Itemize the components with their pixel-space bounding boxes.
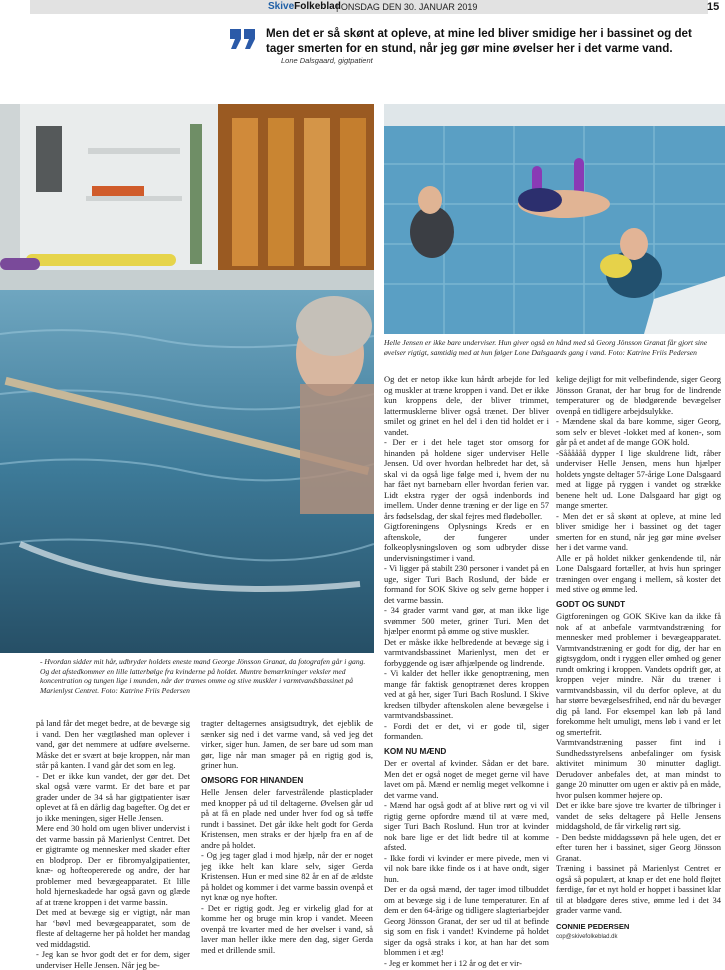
pool-exercise-photo-icon bbox=[384, 104, 725, 334]
paragraph: Gigtforeningen og GOK SKive kan da ikke få nok af at anbefale varmtvandstræning for mennesker med problemer i bevægeapparatet. Varmtvandstræning er godt for dig, der har en gigtsygdom, ondt i ryggen eller ømhed og gener rundt omkring i kroppen. Vandets opdrift gør, at kroppen vejer mindre. Når du træner i varmtvandsbassin, vil du derfor opleve, at du har større bevægelsesfrihed, end når du bevæger dig på land. For eksempel kan løb på land forekomme helt umuligt, mens løb i vand er let og smertefrit. bbox=[556, 611, 721, 737]
article-column-2 bbox=[201, 718, 373, 970]
author-email-link[interactable]: cop@skivefolkeblad.dk bbox=[556, 934, 618, 940]
article-column-4 bbox=[556, 374, 721, 970]
paragraph: - Mænd har også godt af at blive rørt og vi vil rigtig gerne opfordre mænd til at være med, siger Turi Bach Roslund. Hun tror at kvinder nok bare lige er det lidt bedre til at komme afsted. bbox=[384, 800, 549, 852]
paragraph: - Der er i det hele taget stor omsorg for hinanden på holdene siger underviser Helle Jensen. Ud over hvordan helbredet har det, så skal vi da også lige følge med i, hvem der nu har fået nyt barnebarn eller hvordan ferien var. Lidt ekstra ryger der også indenbords ind imellem. Under denne træning er der lige en 57 års fødselsdag, der skal fejres med flødeboller. bbox=[384, 437, 549, 521]
paragraph: - Og jeg tager glad i mod hjælp, når der er noget jeg ikke helt kan klare selv, siger Gerda Kristensen. Hun er med sine 82 år en af de ældste på holdet og kommer i det varme bassin ovenpå et nyt knæ og nye hofter. bbox=[201, 850, 373, 902]
paragraph: Det er ikke bare sjove tre kvarter de tilbringer i vandet de seks deltagere på Helle Jensens middagshold, de får virkelig rørt sig. bbox=[556, 800, 721, 831]
paragraph: på land får det meget bedre, at de bevæge sig i vand. Den her vægtløshed man oplever i vand, gør det nemmere at udføre øvelserne. Måske det er svært at bøje kroppen, når man står på kanten. I vand går det som en leg. bbox=[36, 718, 190, 770]
quote-mark-icon bbox=[229, 27, 257, 51]
paragraph: Helle Jensen deler farvestrålende plasticplader med knopper på ud til deltagerne. Øvelsen går ud på at få en plade ned under hver fod og så tøffe rundt i bassinet. Det går ikke helt godt for Gerda Kristensen, men straks er der hjælp fra en af de andre på holdet. bbox=[201, 787, 373, 850]
paragraph: - Mændene skal da bare komme, siger Georg, som selv er blevet -lokket med af konen-, som går på et andet af de mange GOK hold. bbox=[556, 416, 721, 447]
paragraph: - Jeg er kommet her i 12 år og det er vir- bbox=[384, 957, 522, 968]
article-column-1 bbox=[36, 718, 190, 970]
paragraph: - Men det er så skønt at opleve, at mine led bliver smidige her i bassinet og det tager smerten for en stund, når jeg gør mine øvelser her i det varme vand. bbox=[556, 510, 721, 552]
paragraph: Varmtvandstræning passer fint ind i Sundhedsstyrelsens anbefalinger om fysisk aktivitet minimum 30 minutter dagligt. Derudover anbefales det, at man mindst to gange 20 minutter om ugen er aktiv på en måde, hvor pulsen kommer højere op. bbox=[556, 737, 721, 800]
dateline: | ONSDAG DEN 30. JANUAR 2019 bbox=[336, 2, 478, 12]
paragraph: -Såååååå dypper I lige skuldrene lidt, råber underviser Helle Jensen, mens hun hjælper holdets yngste deltager 57-årige Lone Dalsgaard med at ligge på ryggen i vandet og strække benene helt ud. Lone Dalsgaard har gigt og mange smerter. bbox=[556, 447, 721, 510]
paragraph: - Fordi det er det, vi er gode til, siger formanden. bbox=[384, 720, 549, 741]
paragraph: Og det er netop ikke kun hårdt arbejde for led og muskler at træne kroppen i vand. Det er ikke kun kroppens dele, der bliver trimmet, lattermusklerne bliver også trænet. Der bliver smilet og grinet en hel del i den tid holdet er i vandet. bbox=[384, 374, 549, 437]
pull-quote: Men det er så skønt at opleve, at mine led bliver smidige her i bassinet og det tager smerten for en stund, når jeg gør mine øvelser her i det varme vand. bbox=[266, 27, 692, 55]
paragraph: tragter deltagernes ansigtsudtryk, det ejeblik de sænker sig ned i det varme vand, så ved jeg det virker, siger hun. Jamen, de ser bare ud som man gør, lige når man smager på en rigtig god is, griner hun. bbox=[201, 718, 373, 770]
paragraph: Mere end 30 hold om ugen bliver undervist i det varme bassin på Marienlyst Centret. Det er gigtramte og mennesker med skader efter en blodprop. Der er fibromyalgipatienter, knæ- og hofteopererede og andre, der har problemer med bevægeapparatet. Et lille hold hjerneskadede har også gavn og glæde af at træne kroppen i det varme bassin. bbox=[36, 823, 190, 907]
pull-quote-author: Lone Dalsgaard, gigtpatient bbox=[281, 56, 373, 65]
paragraph: - Vi kalder det heller ikke genoptræning, men mange får faktisk genoptrænet deres kroppen ved at gå her, siger Turi Bach Roslund. I Skive kredsen tilbyder aftenskolen alene bevægelse i varmtvandsbassinet. bbox=[384, 668, 549, 720]
photo2-caption: Helle Jensen er ikke bare underviser. Hun giver også en hånd med så Georg Jönsson Granat får gjort sine øvelser rigtigt, samtidig med at hun følger Lone Dalsgaards gang i vand. Foto: Katrine Friis Pedersen bbox=[384, 338, 708, 357]
newspaper-brand bbox=[268, 1, 341, 12]
paragraph: Der er overtal af kvinder. Sådan er det bare. Men det er også noget de meget gerne vil have lavet om på. Mænd er nemlig meget velkomne i det varme vand. bbox=[384, 758, 549, 800]
paragraph: - 34 grader varmt vand gør, at man ikke lige svømmer 500 meter, griner Turi. Men det hjælper enormt på ømme og stive muskler. bbox=[384, 605, 549, 636]
paragraph: Der er da også mænd, der tager imod tilbuddet om at bevæge sig i de lune temperaturer. En af dem er den 64-årige og tidligere slagteriarbejder Georg Jönsson Granat, der ser ud til at befinde sig som en fisk i vandet! Kvinderne på holdet siger da også straks i kor, at han har det som blommen i et æg! bbox=[384, 884, 549, 957]
pool-photo-illustration bbox=[0, 104, 374, 653]
subheading: GODT OG SUNDT bbox=[556, 599, 626, 609]
subheading: KOM NU MÆND bbox=[384, 746, 447, 756]
pool-exercise-illustration bbox=[384, 104, 725, 334]
byline: CONNIE PEDERSEN bbox=[556, 921, 630, 931]
paragraph: - Jeg kan se hvor godt det er for dem, siger underviser Helle Jensen. Når jeg be- bbox=[36, 949, 190, 970]
paragraph: Alle er på holdet nikker genkendende til, når Lone Dalsgaard fortæller, at hvis hun springer træningen over engang i mellem, så koster det med stive og ømme led. bbox=[556, 552, 721, 594]
subheading: OMSORG FOR HINANDEN bbox=[201, 775, 304, 785]
photo1-caption: - Hvordan sidder mit hår, udbryder holdets eneste mand George Jönsson Granat, da fotografen går i gang. Og det afstedkommer en lille latterbølge fra kvinderne på holdet. Muntre bemærkninger veksler med koncentration og tungen lige i munden, når der trænes omme og stive muskler i varmtvandsbassinet på Marienlyst Centret. Foto: Katrine Friis Pedersen bbox=[40, 657, 366, 695]
page-header bbox=[0, 0, 725, 16]
paragraph: kelige dejligt for mit velbefindende, siger Georg Jönsson Granat, der har brug for de lindrende temperaturer og de blødgørende bevægelser ovenpå en tidligere arbejdsulykke. bbox=[556, 374, 721, 416]
paragraph: - Den bedste middagssøvn på hele ugen, det er efter turen her i bassinet, siger Georg Jönsson Granat. bbox=[556, 831, 721, 863]
paragraph: - Det er rigtig godt. Jeg er virkelig glad for at komme her og bruge min krop i vandet. Meeen ovenpå tre kvarter med de her øvelser i vand, så laver man heller ikke mere den dag, siger Gerda med et drillende smil. bbox=[201, 902, 373, 955]
article-column-3 bbox=[384, 374, 549, 970]
pool-photo-icon bbox=[0, 104, 374, 653]
brand-folkeblad: Folkeblad bbox=[294, 1, 341, 12]
paragraph: Det med at bevæge sig er vigtigt, når man har ‘bøvl med bevægeapparatet, som de fleste af deltagerne her på holdet her mandag ved middagstid. bbox=[36, 907, 190, 949]
page-number: 15 bbox=[707, 1, 720, 13]
paragraph: Gigtforeningens Oplysnings Kreds er en aftenskole, der fungerer under folkeoplysningsloven og som udbryder disse undervisningstimer i vand. bbox=[384, 521, 549, 563]
paragraph: - Det er ikke kun vandet, der gør det. Det skal også være varmt. Er det bare et par grader under de 34 så har gigtpatienter især oplevet at få en dårlig dag bagefter. Og det er jo ikke meningen, siger Helle Jensen. bbox=[36, 770, 190, 823]
brand-skive: Skive bbox=[268, 1, 295, 12]
paragraph: - Vi ligger på stabilt 230 personer i vandet på en uge, siger Turi Bach Roslund, der både er formand for SOK Skive og selv gerne hopper i det varme bassin. bbox=[384, 563, 549, 605]
paragraph: Træning i bassinet på Marienlyst Centret er også så populært, at knap er det ene hold fløjtet færdige, før et nyt hold er hoppet i bassinet klar til at blødgøre deres stive, ømme led i det 34 grader varme vand. bbox=[556, 863, 721, 915]
paragraph: Det er måske ikke helbredende at bevæge sig i varmtvandsbassinet Marienlyst, men det er forbyggende og især afhjælpende og lindrende. bbox=[384, 636, 549, 668]
paragraph: - Ikke fordi vi kvinder er mere pivede, men vi vil nok bare ikke finde os i at have ondt, siger hun. bbox=[384, 852, 549, 884]
